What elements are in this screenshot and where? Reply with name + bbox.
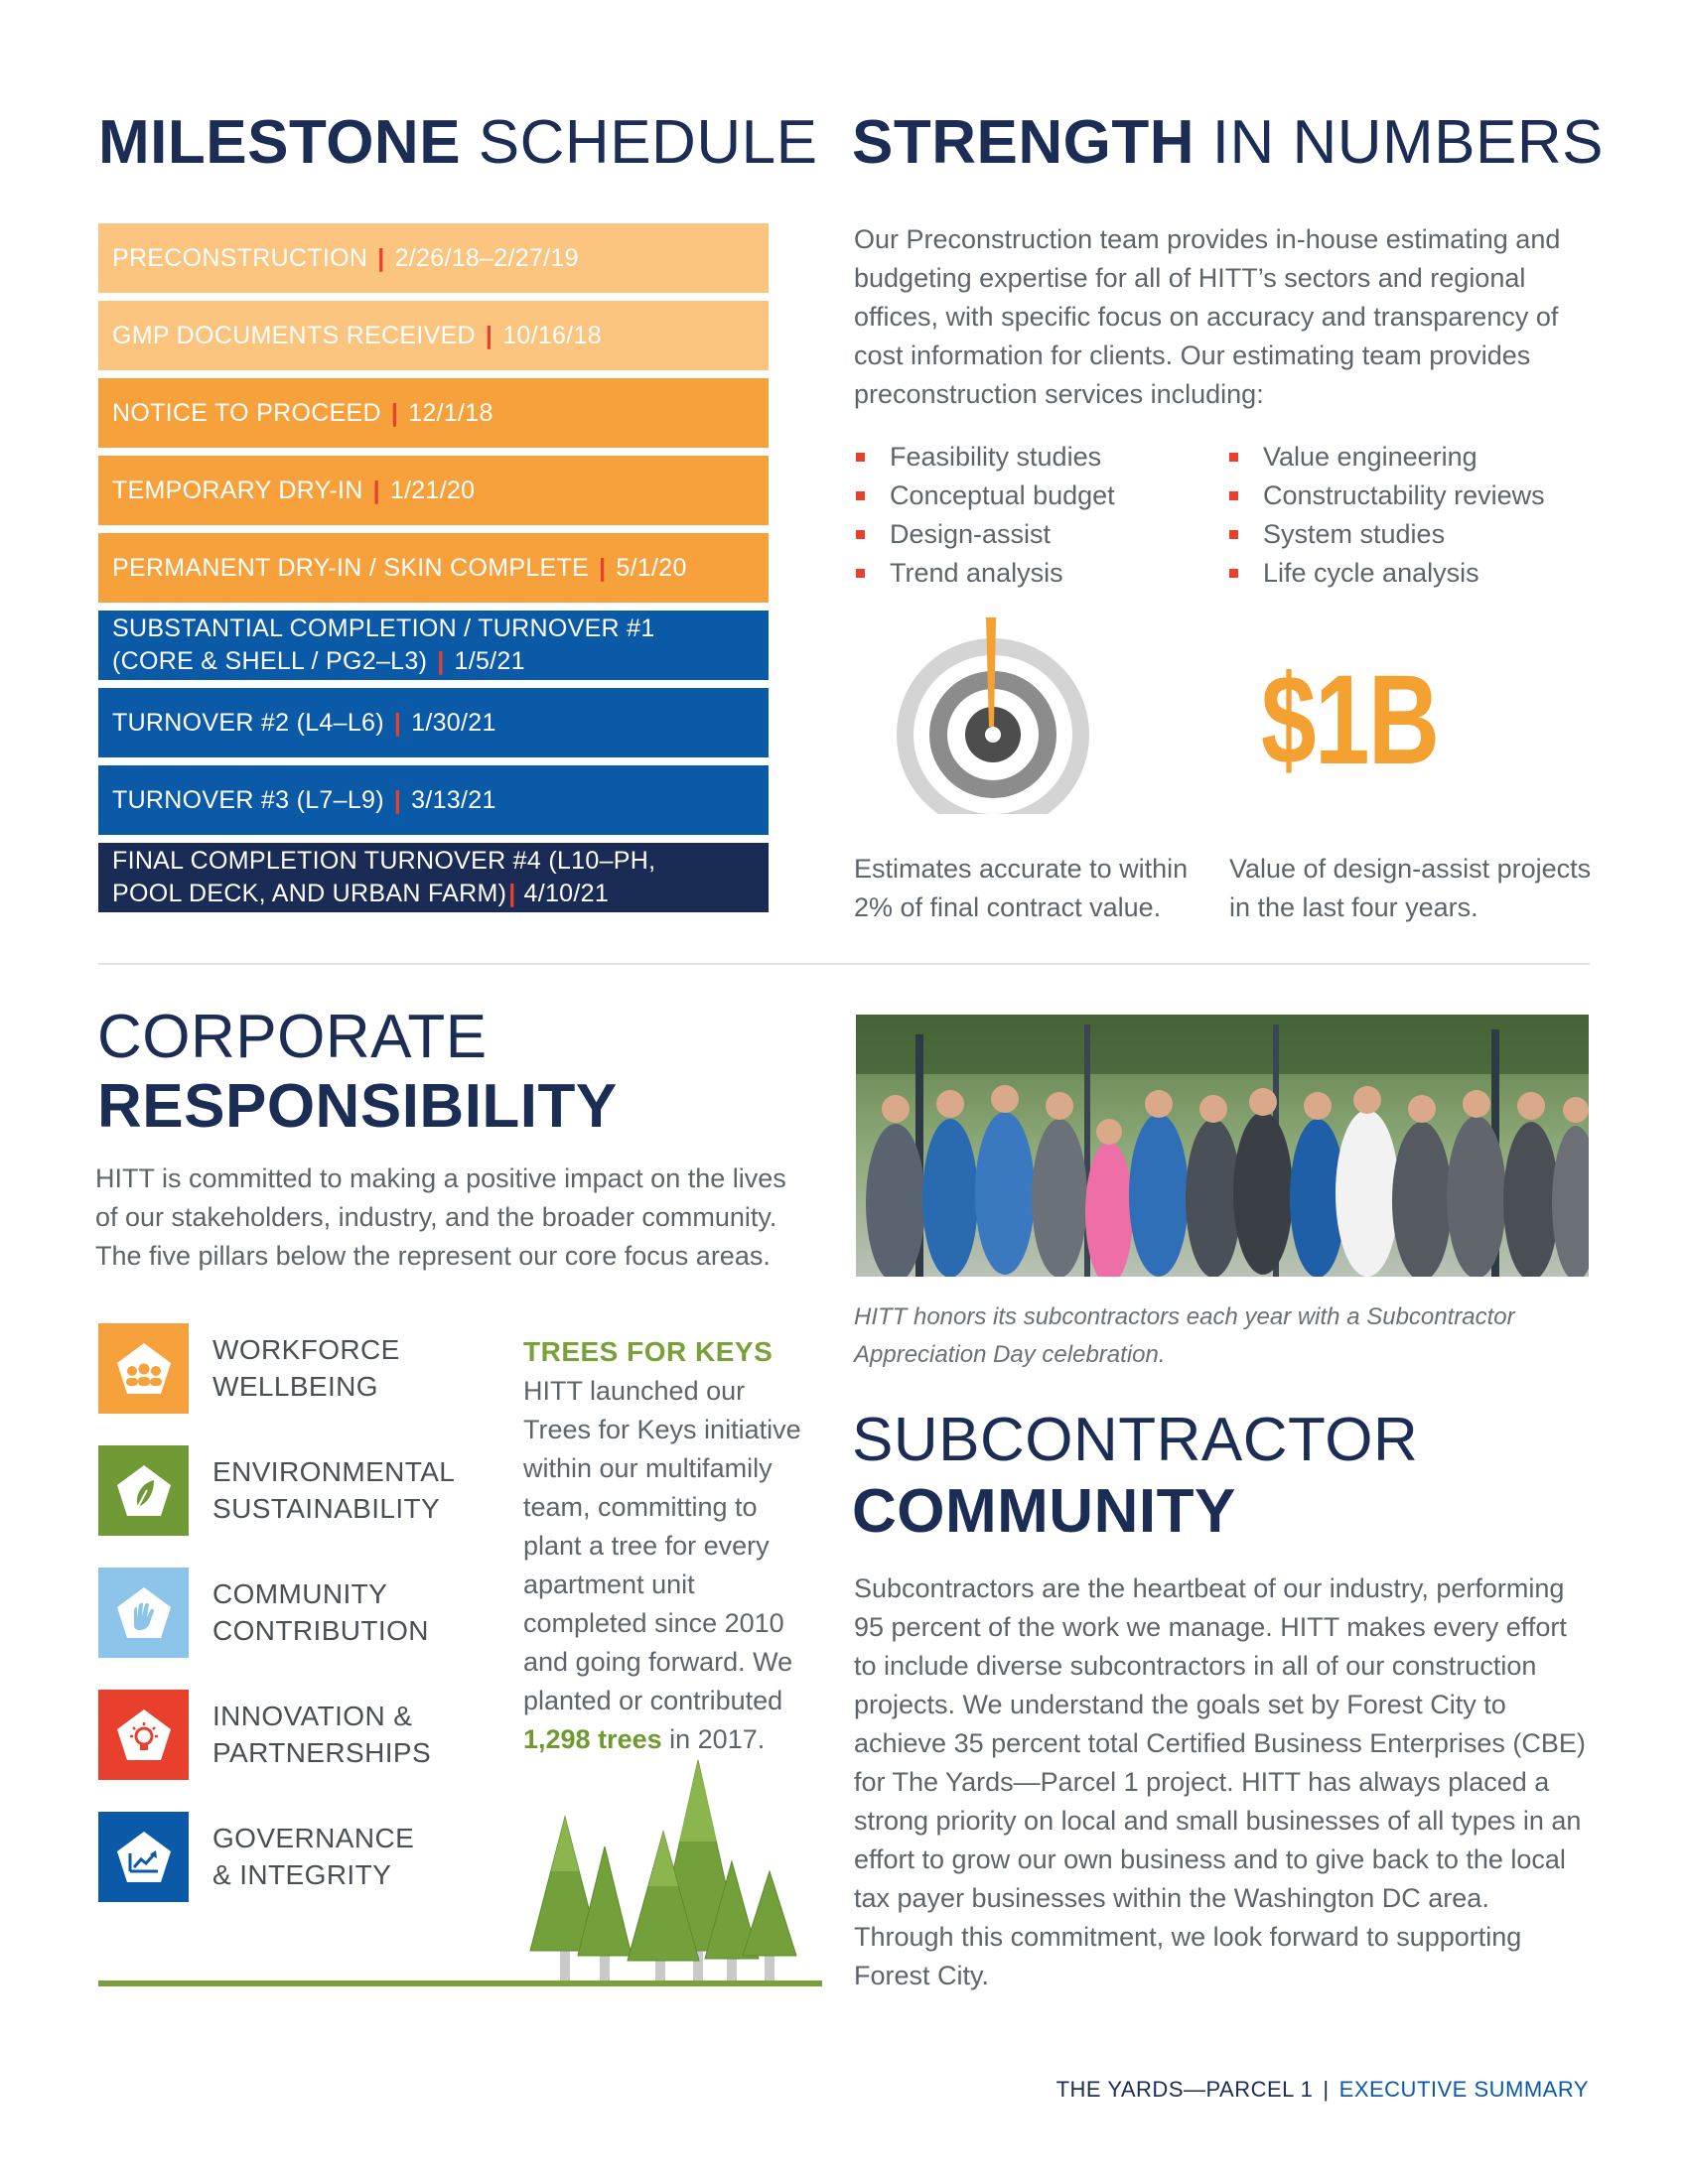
design-assist-caption: Value of design-assist projects in the last four years.	[1229, 854, 1592, 922]
list-item: Life cycle analysis	[1225, 554, 1593, 593]
group-photo-image	[856, 1015, 1589, 1277]
milestone-item: NOTICE TO PROCEED | 12/1/18	[98, 378, 769, 448]
milestone-item: GMP DOCUMENTS RECEIVED | 10/16/18	[98, 301, 769, 370]
list-item: Value engineering	[1225, 438, 1593, 477]
subcontractor-body: Subcontractors are the heartbeat of our industry, performing 95 percent of the work we manage. HITT makes every effort to include diverse subcontractors in all of our construction projects. We understand the goals set by Forest City to achieve 35 percent total Certified Business Enterprises (CBE) for The Yards—Parcel 1 project. HITT has always placed a strong priority on local and small businesses of all types in an effort to grow our own business and to give back to the local tax payer businesses within the Washington DC area. Through this commitment, we look forward to supporting Forest City.	[854, 1573, 1586, 1990]
accuracy-caption: Estimates accurate to within 2% of final contract value.	[854, 854, 1189, 922]
milestone-item: FINAL COMPLETION TURNOVER #4 (L10–PH, POOL DECK, AND URBAN FARM)| 4/10/21	[98, 843, 769, 912]
milestone-item: PRECONSTRUCTION | 2/26/18–2/27/19	[98, 223, 769, 293]
corporate-title: CORPORATE RESPONSIBILITY	[97, 1003, 618, 1141]
trees-for-keys-text: HITT launched our Trees for Keys initiative within our multifamily team, committing to plant a tree for every apartment unit completed since 2010 and going forward. We planted or contributed 1,298 trees in 2017.	[523, 1376, 801, 1754]
pillar-label-workforce: WORKFORCE WELLBEING	[212, 1334, 400, 1402]
governance-integrity-badge	[98, 1812, 189, 1902]
subcontractor-event-photo	[856, 1015, 1589, 1277]
environmental-sustainability-badge	[98, 1445, 189, 1536]
milestone-title: MILESTONE SCHEDULE	[98, 108, 818, 177]
strength-title: STRENGTH IN NUMBERS	[852, 108, 1604, 177]
milestone-item: SUBSTANTIAL COMPLETION / TURNOVER #1 (CORE & SHELL / PG2–L3) | 1/5/21	[98, 611, 769, 680]
target-icon	[889, 615, 1097, 814]
milestone-item: PERMANENT DRY-IN / SKIN COMPLETE | 5/1/20	[98, 533, 769, 603]
chart-icon	[114, 1830, 174, 1885]
hand-icon	[114, 1585, 174, 1641]
milestone-item: TEMPORARY DRY-IN | 1/21/20	[98, 456, 769, 525]
pillar-label-innovation: INNOVATION & PARTNERSHIPS	[212, 1701, 432, 1768]
workforce-wellbeing-badge	[98, 1323, 189, 1414]
services-list-left	[852, 438, 1209, 593]
list-item: Trend analysis	[852, 554, 1209, 593]
corporate-intro: HITT is committed to making a positive impact on the lives of our stakeholders, industry, and the broader community. The five pillars below the represent our core focus areas.	[95, 1163, 786, 1271]
pillar-label-community: COMMUNITY CONTRIBUTION	[212, 1578, 429, 1646]
photo-caption: HITT honors its subcontractors each year with a Subcontractor Appreciation Day celebration.	[854, 1303, 1515, 1368]
community-contribution-badge	[98, 1568, 189, 1658]
leaf-icon	[114, 1463, 174, 1519]
list-item: Feasibility studies	[852, 438, 1209, 477]
list-item: Conceptual budget	[852, 477, 1209, 515]
pillar-label-environmental: ENVIRONMENTAL SUSTAINABILITY	[212, 1456, 456, 1524]
subcontractor-title: SUBCONTRACTOR COMMUNITY	[852, 1406, 1419, 1546]
lightbulb-icon	[114, 1707, 174, 1763]
section-divider	[98, 963, 1590, 965]
trees-for-keys-title: TREES FOR KEYS	[523, 1336, 774, 1367]
strength-intro: Our Preconstruction team provides in-house estimating and budgeting expertise for all of HITT’s sectors and regional offices, with specific focus on accuracy and transparency of cost information for clients. Our estimating team provides preconstruction services including:	[854, 224, 1561, 409]
design-assist-stat: $1B	[1261, 649, 1439, 791]
services-list-right	[1225, 438, 1593, 593]
milestone-item: TURNOVER #2 (L4–L6) | 1/30/21	[98, 688, 769, 757]
trees-illustration	[516, 1752, 824, 1995]
milestone-item: TURNOVER #3 (L7–L9) | 3/13/21	[98, 765, 769, 835]
pillar-label-governance: GOVERNANCE & INTEGRITY	[212, 1823, 415, 1890]
page-footer: THE YARDS—PARCEL 1 | EXECUTIVE SUMMARY	[1055, 2077, 1589, 2102]
green-ground-line	[98, 1980, 822, 1986]
list-item: System studies	[1225, 515, 1593, 554]
people-icon	[114, 1341, 174, 1397]
trees-count: 1,298 trees	[523, 1724, 662, 1754]
list-item: Design-assist	[852, 515, 1209, 554]
innovation-partnerships-badge	[98, 1690, 189, 1780]
list-item: Constructability reviews	[1225, 477, 1593, 515]
